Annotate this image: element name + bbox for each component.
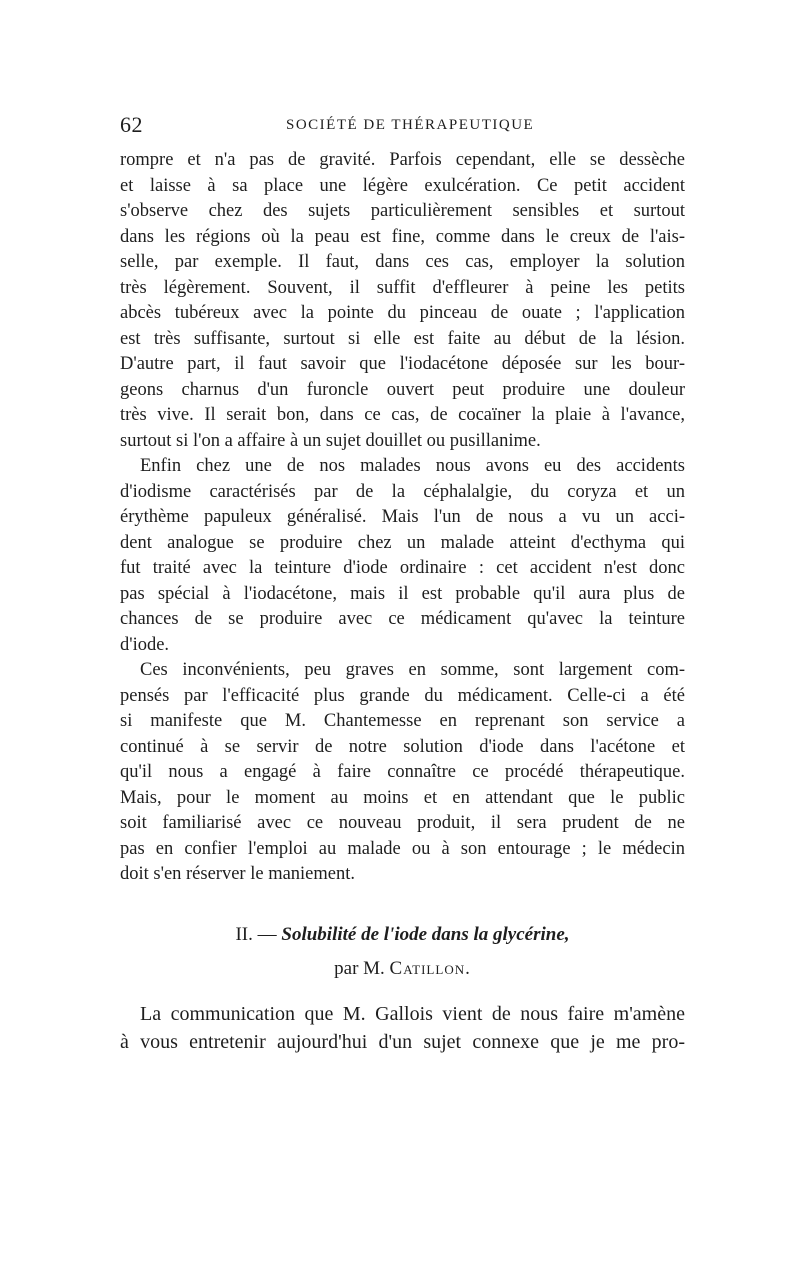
section-body-text (120, 1000, 685, 1056)
running-title: SOCIÉTÉ DE THÉRAPEUTIQUE (286, 117, 535, 133)
text-line: geons charnus d'un furoncle ouvert peut produire une douleur (120, 379, 685, 400)
text-line: doit s'en réserver le maniement. (120, 864, 356, 884)
text-line: soit familiarisé avec ce nouveau produit, il sera prudent de ne (120, 813, 685, 833)
text-line: à vous entretenir aujourd'hui d'un sujet connexe que je me pro- (120, 1031, 685, 1053)
text-line: s'observe chez des sujets particulièrement sensibles et surtout (120, 201, 685, 221)
text-line: abcès tubéreux avec la pointe du pinceau de ouate ; l'application (120, 303, 685, 323)
text-line: d'iode. (120, 634, 170, 655)
author-prefix: par M. (334, 958, 385, 979)
section-numeral: II. — (235, 924, 277, 945)
text-line: pas spécial à l'iodacétone, mais il est probable qu'il aura plus de (120, 583, 685, 604)
text-line: La communication que M. Gallois vient de nous faire m'amène (140, 1003, 685, 1025)
section-heading (120, 924, 685, 946)
text-line: continué à se servir de notre solution d'iode dans l'acétone et (120, 736, 685, 757)
text-line: si manifeste que M. Chantemesse en reprenant son service a (120, 711, 685, 731)
text-line: pas en confier l'emploi au malade ou à son entourage ; le médecin (120, 838, 685, 859)
text-line: surtout si l'on a affaire à un sujet douillet ou pusillanime. (120, 430, 541, 451)
running-header (120, 112, 685, 142)
body-text (120, 148, 685, 888)
section-title: Solubilité de l'iode dans la glycérine, (281, 924, 570, 945)
text-line: pensés par l'efficacité plus grande du médicament. Celle-ci a été (120, 685, 685, 706)
text-line: d'iodisme caractérisés par de la céphalalgie, du coryza et un (120, 481, 685, 502)
text-line: fut traité avec la teinture d'iode ordinaire : cet accident n'est donc (120, 558, 685, 578)
text-line: Mais, pour le moment au moins et en attendant que le public (120, 787, 685, 808)
text-line: selle, par exemple. Il faut, dans ces cas, employer la solution (120, 252, 685, 272)
text-line: dent analogue se produire chez un malade atteint d'ecthyma qui (120, 532, 685, 553)
text-line: très vive. Il serait bon, dans ce cas, de cocaïner la plaie à l'avance, (120, 405, 685, 425)
text-line: Enfin chez une de nos malades nous avons eu des accidents (140, 456, 685, 476)
text-line: rompre et n'a pas de gravité. Parfois cependant, elle se dessèche (120, 150, 685, 170)
text-line: qu'il nous a engagé à faire connaître ce procédé thérapeutique. (120, 762, 685, 782)
text-line: D'autre part, il faut savoir que l'iodacétone déposée sur les bour- (120, 354, 685, 374)
text-line: est très suffisante, surtout si elle est faite au début de la lésion. (120, 328, 685, 349)
text-line: dans les régions où la peau est fine, comme dans le creux de l'ais- (120, 226, 685, 247)
text-line: érythème papuleux généralisé. Mais l'un de nous a vu un acci- (120, 507, 685, 527)
author-name: Catillon. (389, 958, 471, 979)
text-line: très légèrement. Souvent, il suffit d'effleurer à peine les petits (120, 277, 685, 298)
text-line: chances de se produire avec ce médicament qu'avec la teinture (120, 609, 685, 629)
section-author (120, 958, 685, 980)
page-number: 62 (120, 112, 143, 137)
text-line: et laisse à sa place une légère exulcération. Ce petit accident (120, 175, 685, 196)
text-line: Ces inconvénients, peu graves en somme, sont largement com- (140, 660, 685, 680)
